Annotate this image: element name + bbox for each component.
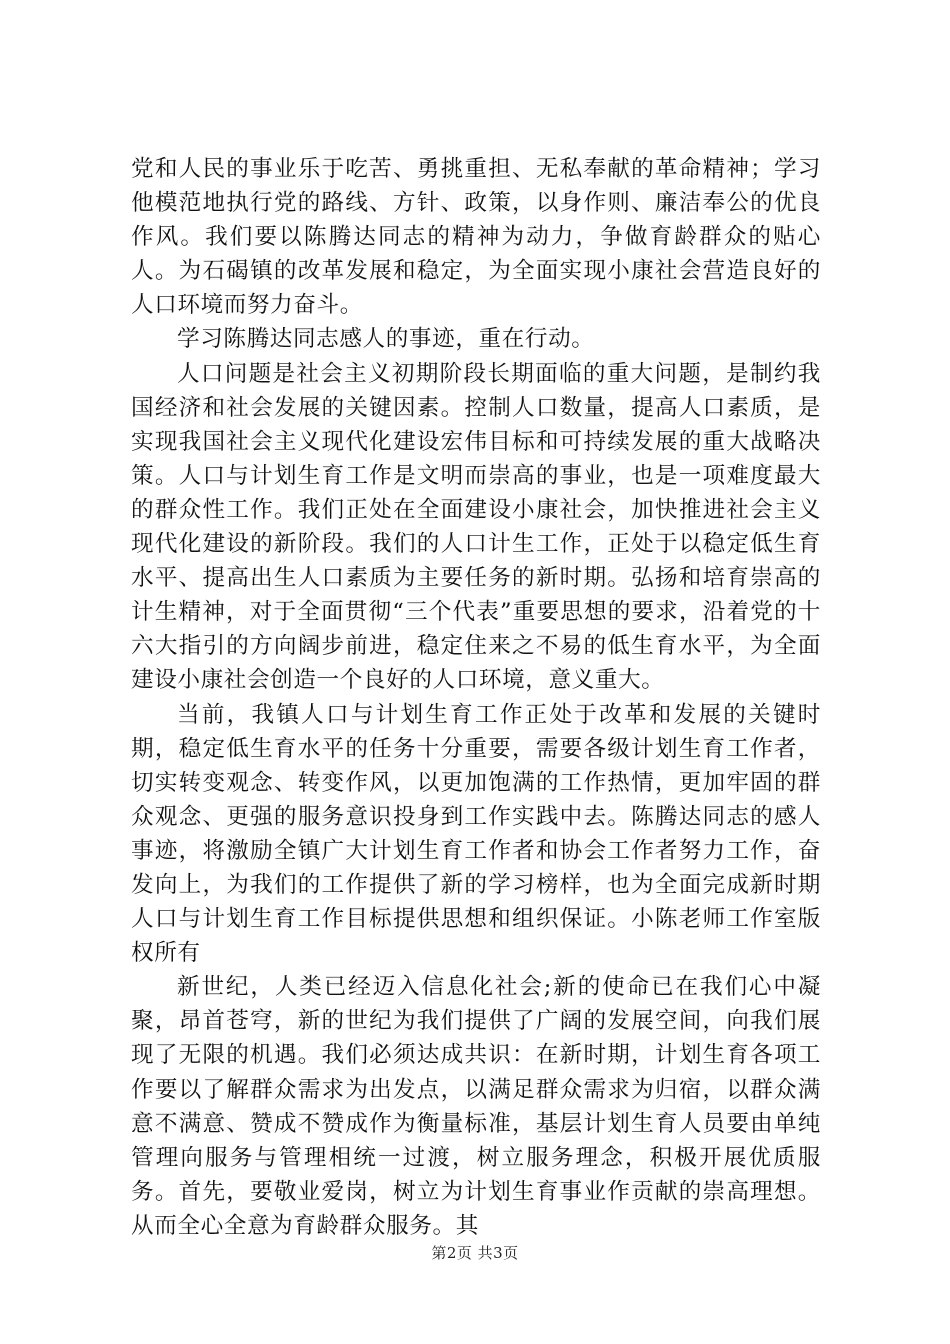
page-number-footer: 第2页 共3页 xyxy=(431,1244,519,1262)
body-text xyxy=(131,152,821,1243)
paragraph-5: 新世纪，人类已经迈入信息化社会;新的使命已在我们心中凝聚，昂首苍穹，新的世纪为我们提供了广阔的发展空间，向我们展现了无限的机遇。我们必须达成共识：在新时期，计划生育各项工作要以了解群众需求为出发点，以满足群众需求为归宿，以群众满意不满意、赞成不赞成作为衡量标准，基层计划生育人员要由单纯管理向服务与管理相统一过渡，树立服务理念，积极开展优质服务。首先，要敬业爱岗，树立为计划生育事业作贡献的崇高理想。从而全心全意为育龄群众服务。其 xyxy=(131,974,821,1239)
paragraph-3: 人口问题是社会主义初期阶段长期面临的重大问题，是制约我国经济和社会发展的关键因素。控制人口数量，提高人口素质，是实现我国社会主义现代化建设宏伟目标和可持续发展的重大战略决策。人口与计划生育工作是文明而崇高的事业，也是一项难度最大的群众性工作。我们正处在全面建设小康社会，加快推进社会主义现代化建设的新阶段。我们的人口计生工作，正处于以稳定低生育水平、提高出生人口素质为主要任务的新时期。弘扬和培育崇高的计生精神，对于全面贯彻“三个代表”重要思想的要求，沿着党的十六大指引的方向阔步前进，稳定住来之不易的低生育水平，为全面建设小康社会创造一个良好的人口环境，意义重大。 xyxy=(131,360,821,694)
paragraph-2: 学习陈腾达同志感人的事迹，重在行动。 xyxy=(177,326,595,353)
paragraph-1: 党和人民的事业乐于吃苦、勇挑重担、无私奉献的革命精神；学习他模范地执行党的路线、方针、政策，以身作则、廉洁奉公的优良作风。我们要以陈腾达同志的精神为动力，争做育龄群众的贴心人。为石碣镇的改革发展和稳定，为全面实现小康社会营造良好的人口环境而努力奋斗。 xyxy=(131,156,821,319)
paragraph-4: 当前，我镇人口与计划生育工作正处于改革和发展的关键时期，稳定低生育水平的任务十分重要，需要各级计划生育工作者，切实转变观念、转变作风，以更加饱满的工作热情，更加牢固的群众观念、更强的服务意识投身到工作实践中去。陈腾达同志的感人事迹，将激励全镇广大计划生育工作者和协会工作者努力工作，奋发向上，为我们的工作提供了新的学习榜样，也为全面完成新时期人口与计划生育工作目标提供思想和组织保证。小陈老师工作室版权所有 xyxy=(131,701,821,967)
